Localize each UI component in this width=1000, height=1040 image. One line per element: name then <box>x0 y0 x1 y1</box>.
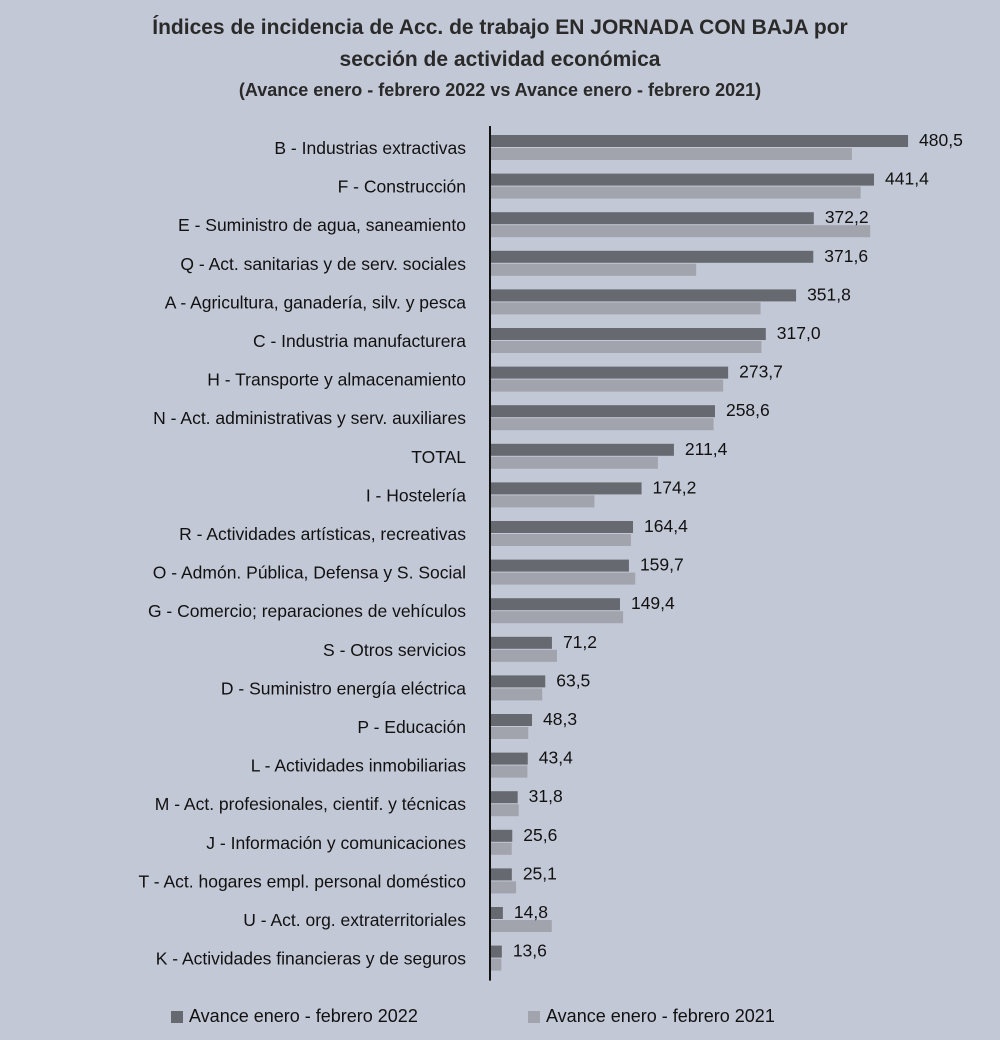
data-label-2022: 351,8 <box>807 284 851 305</box>
category-label: D - Suministro energía eléctrica <box>220 678 466 699</box>
bar-2021 <box>490 225 870 237</box>
bar-2022 <box>490 289 796 301</box>
bar-2021 <box>490 804 519 816</box>
category-label: T - Act. hogares empl. personal doméstico <box>138 871 466 892</box>
bar-2021 <box>490 881 516 893</box>
data-label-2022: 63,5 <box>556 670 591 691</box>
category-label: I - Hostelería <box>365 485 466 506</box>
category-label: L - Actividades inmobiliarias <box>250 755 466 776</box>
data-label-2022: 372,2 <box>824 207 869 228</box>
bar-2021 <box>490 650 557 662</box>
category-label: Q - Act. sanitarias y de serv. sociales <box>180 253 466 274</box>
legend-item-2022 <box>171 1006 418 1027</box>
data-label-2022: 164,4 <box>644 516 688 536</box>
category-label: TOTAL <box>411 446 466 467</box>
bar-2022 <box>490 907 503 919</box>
data-label-2022: 441,4 <box>885 168 929 189</box>
bar-2022 <box>490 367 728 379</box>
bar-2022 <box>490 482 642 494</box>
bar-2022 <box>490 675 545 687</box>
bar-2022 <box>490 444 674 456</box>
category-label: E - Suministro de agua, saneamiento <box>178 215 466 236</box>
bar-2021 <box>490 573 635 585</box>
category-label: N - Act. administrativas y serv. auxiliares <box>153 408 466 429</box>
data-label-2022: 159,7 <box>639 554 684 575</box>
data-label-2022: 13,6 <box>512 940 547 961</box>
bar-2021 <box>490 688 542 700</box>
bar-2022 <box>490 637 552 649</box>
category-label: H - Transporte y almacenamiento <box>207 369 466 390</box>
bar-2021 <box>490 264 696 276</box>
chart-title-line2: sección de actividad económica <box>339 48 661 71</box>
category-label: C - Industria manufacturera <box>252 331 466 351</box>
bar-2022 <box>490 521 633 533</box>
category-label: G - Comercio; reparaciones de vehículos <box>147 601 466 622</box>
bar-2021 <box>490 380 723 392</box>
bar-2022 <box>490 251 813 263</box>
bar-2021 <box>490 457 658 469</box>
category-label: A - Agricultura, ganadería, silv. y pesca <box>164 292 466 313</box>
bar-2022 <box>490 830 512 842</box>
chart-subtitle: (Avance enero - febrero 2022 vs Avance enero - febrero 2021) <box>238 80 762 100</box>
bar-2022 <box>490 791 518 803</box>
data-label-2022: 211,4 <box>684 438 728 459</box>
data-label-2022: 317,0 <box>776 323 821 343</box>
bar-2021 <box>490 302 761 314</box>
bar-2022 <box>490 212 814 224</box>
data-label-2022: 149,4 <box>630 593 675 614</box>
bar-2022 <box>490 714 532 726</box>
legend-item-2021 <box>528 1006 775 1027</box>
bar-2021 <box>490 534 631 546</box>
category-label: P - Educación <box>357 717 466 737</box>
bar-2021 <box>490 418 714 430</box>
data-label-2022: 25,1 <box>522 863 557 884</box>
chart-title: Índices de incidencia de Acc. de trabajo EN JORNADA CON BAJA por <box>152 16 848 39</box>
category-label: R - Actividades artísticas, recreativas <box>179 524 466 544</box>
data-label-2022: 31,8 <box>528 786 563 807</box>
bar-2022 <box>490 598 620 610</box>
data-label-2022: 273,7 <box>739 361 783 382</box>
bar-2021 <box>490 187 861 199</box>
bar-2021 <box>490 611 623 623</box>
data-label-2022: 25,6 <box>523 824 558 845</box>
legend-swatch-2021 <box>528 1011 540 1023</box>
bar-2022 <box>490 753 528 765</box>
bar-2021 <box>490 843 512 855</box>
bar-2022 <box>490 328 766 340</box>
bar-2022 <box>490 946 502 958</box>
bar-2021 <box>490 341 761 353</box>
category-label: O - Admón. Pública, Defensa y S. Social <box>152 562 466 583</box>
data-label-2022: 174,2 <box>652 477 697 498</box>
bar-2021 <box>490 495 594 507</box>
data-label-2022: 43,4 <box>538 747 573 768</box>
legend-label-2021: Avance enero - febrero 2021 <box>546 1006 775 1026</box>
data-label-2022: 71,2 <box>562 631 598 652</box>
category-label: M - Act. profesionales, cientif. y técnicas <box>154 794 466 815</box>
bar-2022 <box>490 405 715 417</box>
category-label: K - Actividades financieras y de seguros <box>155 948 466 969</box>
legend-label-2022: Avance enero - febrero 2022 <box>189 1006 418 1026</box>
bar-2022 <box>490 174 874 186</box>
category-label: S - Otros servicios <box>323 639 466 660</box>
category-label: B - Industrias extractivas <box>274 138 466 158</box>
category-label: U - Act. org. extraterritoriales <box>243 910 466 930</box>
category-label: J - Información y comunicaciones <box>206 832 466 853</box>
bar-2022 <box>490 135 908 147</box>
data-label-2022: 14,8 <box>513 902 548 922</box>
data-label-2022: 371,6 <box>824 245 869 266</box>
bar-2022 <box>490 560 629 572</box>
bar-2021 <box>490 148 852 160</box>
data-label-2022: 480,5 <box>919 130 963 150</box>
bar-2022 <box>490 868 512 880</box>
bar-2021 <box>490 766 527 778</box>
category-label: F - Construcción <box>337 176 466 197</box>
bar-2021 <box>490 727 528 739</box>
data-label-2022: 258,6 <box>725 400 770 421</box>
data-label-2022: 48,3 <box>543 709 578 729</box>
legend-swatch-2022 <box>171 1011 183 1023</box>
bar-2021 <box>490 959 501 971</box>
